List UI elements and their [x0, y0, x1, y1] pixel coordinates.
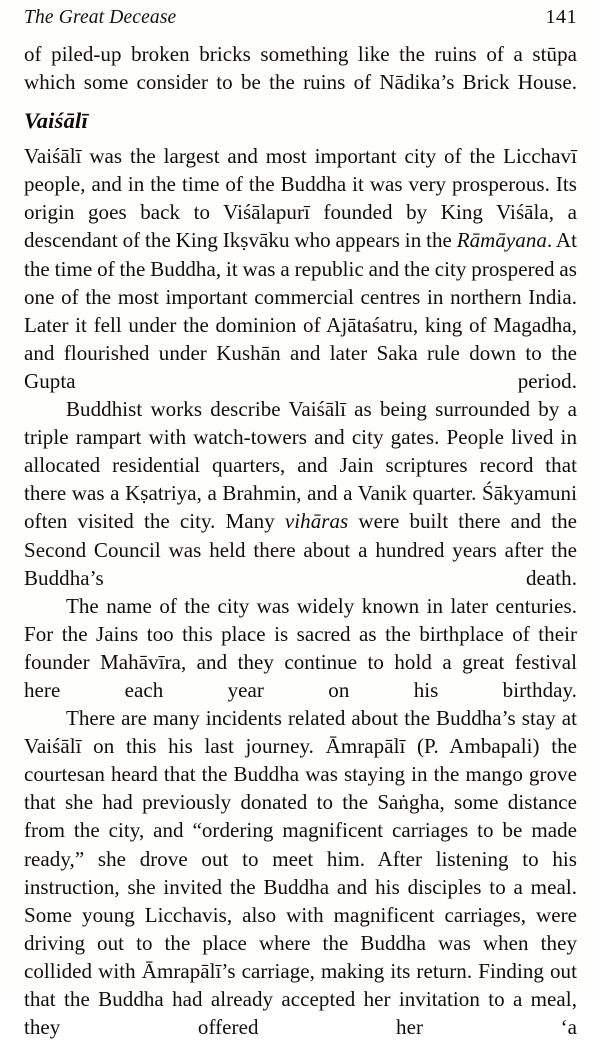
- opening-paragraph: of piled-up broken bricks something like the ruins of a stūpa which some consider to be the ruins of Nādika’s Brick House.: [24, 42, 577, 95]
- text-block: [24, 40, 577, 1041]
- term-viharas: vihāras: [284, 509, 349, 534]
- page-number: 141: [545, 6, 577, 28]
- running-head: [24, 6, 577, 32]
- paragraph-2-text-a: Buddhist works describe Vaiśālī as being surrounded by a triple rampart with watch-towers and city gates. People lived in allocated residential quarters, and Jain scriptures record that there was a Kṣatriya, a Brahmin, and a Vanik quarter. Śākyamuni often visited the city. Many: [24, 397, 577, 534]
- paragraph-1: [24, 142, 577, 395]
- running-head-title: The Great Decease: [24, 7, 177, 28]
- paragraph-2-text-b: were built there and the Second Council was held there about a hundred years after the Buddha’s death.: [24, 509, 578, 590]
- paragraph-1-text-b: . At the time of the Buddha, it was a republic and the city prospered as one of the most important commercial centres in northern India. Later it fell under the dominion of Ajātaśatru, king of Magadha, and flourished under Kushān and later Saka rule down to the Gupta period.: [24, 228, 577, 393]
- section-heading: Vaiśālī: [24, 108, 88, 134]
- spacer: [24, 96, 577, 106]
- paragraph-2: [24, 395, 577, 592]
- paragraph-1-text-a: Vaiśālī was the largest and most important city of the Licchavī people, and in the time of the Buddha it was very prosperous. Its origin goes back to Viśālapurī founded by King Viśāla, a descendant of the King Ikṣvāku who appears in the: [24, 144, 577, 253]
- paragraph-4: There are many incidents related about the Buddha’s stay at Vaiśālī on this his last journey. Āmrapālī (P. Ambapali) the courtesan heard that the Buddha was staying in the mango grove that she had previously donated to the Saṅgha, some distance from the city, and “ordering magnificent carriages to be made ready,” she drove out to meet him. After listening to his instruction, she invited the Buddha and his disciples to a meal. Some young Licchavis, also with magnificent carriages, were driving out to the place where the Buddha was when they collided with Āmrapālī’s carriage, making its return. Finding out that the Buddha had already accepted her invitation to a meal, they offered her ‘a: [24, 706, 577, 1040]
- work-title-ramayana: Rāmāyana: [456, 228, 547, 253]
- paragraph-3: The name of the city was widely known in later centuries. For the Jains too this place is sacred as the birthplace of their founder Mahāvīra, and they continue to hold a great festival here each year on his birthday.: [24, 593, 577, 702]
